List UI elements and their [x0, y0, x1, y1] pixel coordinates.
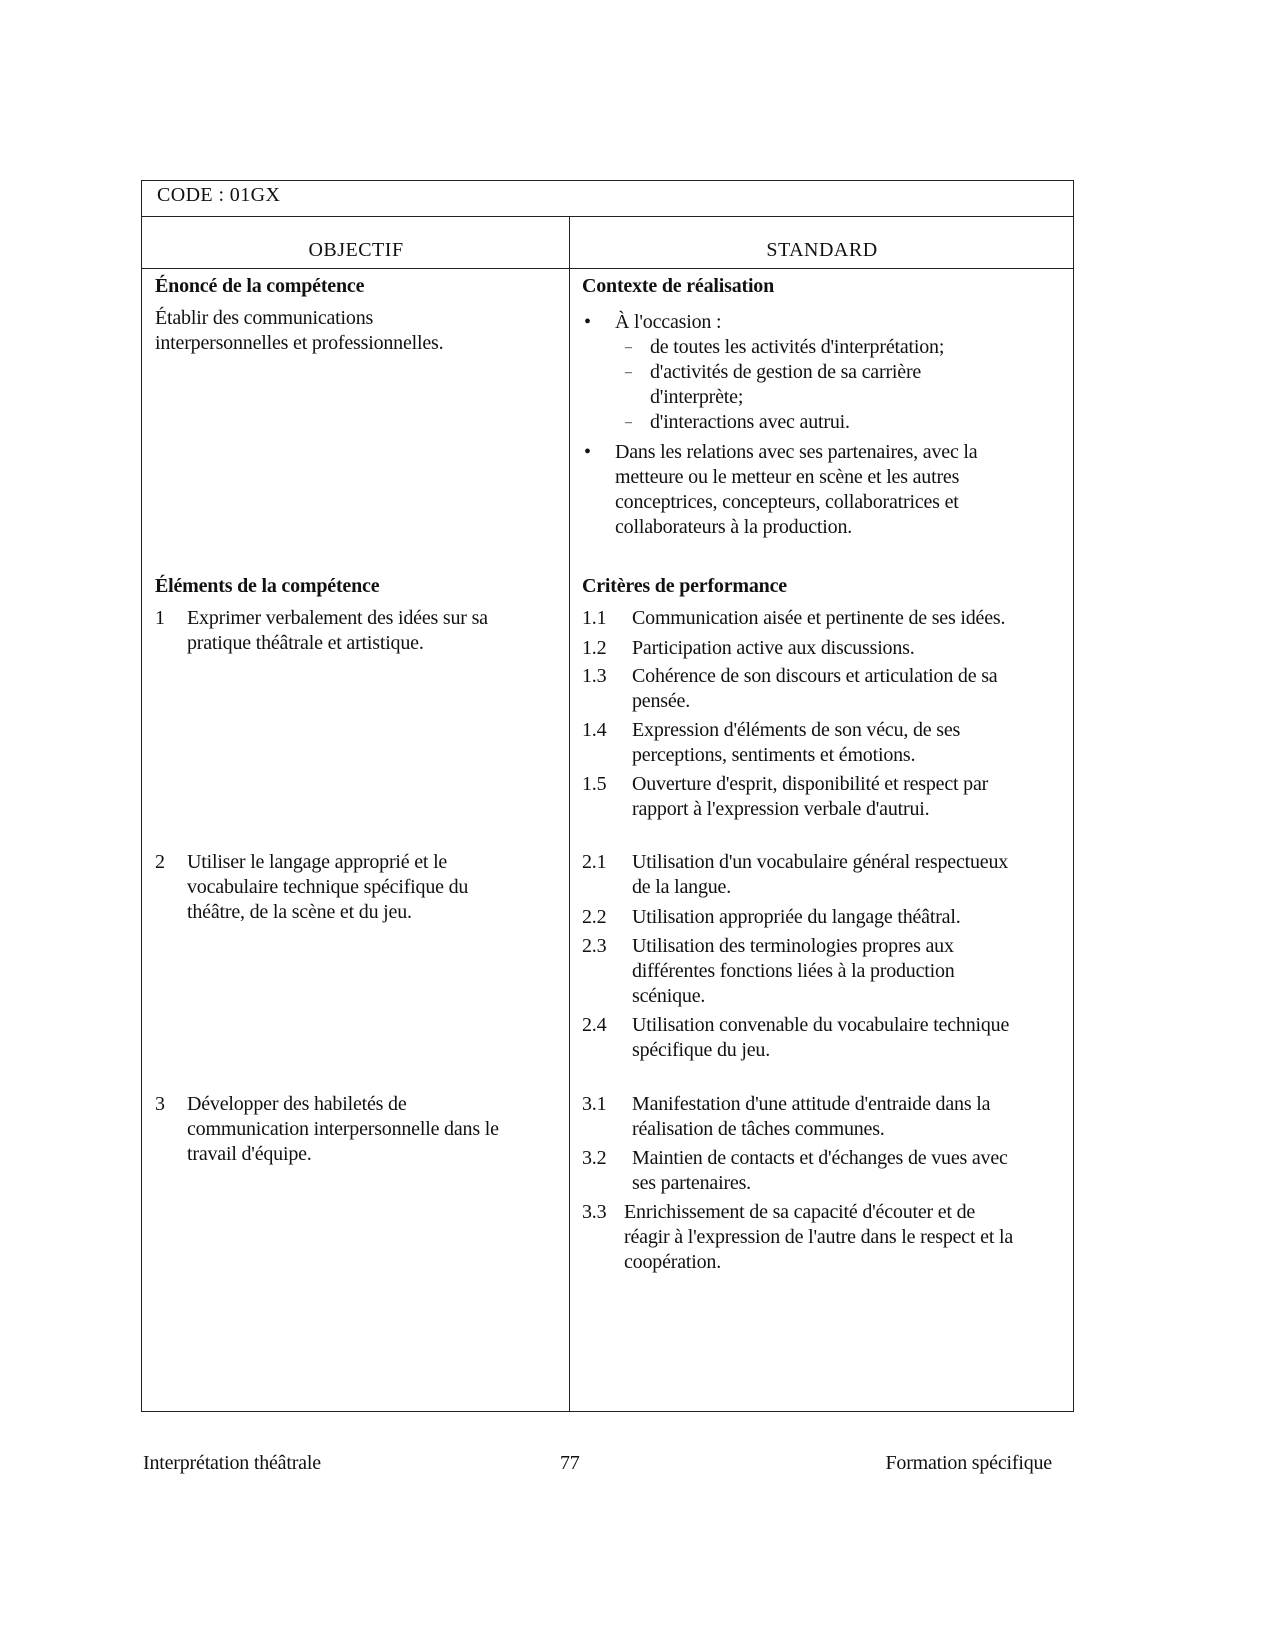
text-line: vocabulaire technique spécifique du	[187, 876, 469, 898]
criterion-number: 1.4	[582, 719, 607, 741]
criterion-number: 2.1	[582, 851, 607, 873]
text-line: coopération.	[624, 1251, 722, 1273]
element-number: 1	[155, 607, 165, 629]
performance-criterion	[582, 664, 997, 714]
column-divider	[569, 216, 570, 1411]
header-row-divider	[141, 268, 1074, 269]
performance-criterion	[582, 1013, 1009, 1063]
dash-icon: –	[625, 340, 632, 355]
criterion-number: 2.2	[582, 906, 607, 928]
element-number: 3	[155, 1093, 165, 1115]
text-line: collaborateurs à la production.	[615, 516, 853, 538]
element-number: 2	[155, 851, 165, 873]
text-line: conceptrices, concepteurs, collaboratrices et	[615, 491, 959, 513]
text-line: d'interactions avec autrui.	[650, 411, 850, 433]
dash-icon: –	[625, 365, 632, 380]
text-line: Ouverture d'esprit, disponibilité et respect par	[632, 773, 989, 795]
text-line: Utilisation appropriée du langage théâtral.	[632, 906, 961, 928]
text-line: rapport à l'expression verbale d'autrui.	[632, 798, 930, 820]
criterion-number: 1.2	[582, 637, 607, 659]
page-number: 77	[560, 1452, 580, 1474]
text-line: perceptions, sentiments et émotions.	[632, 744, 916, 766]
text-line: Exprimer verbalement des idées sur sa	[187, 607, 488, 629]
competency-element	[155, 606, 488, 656]
performance-criterion	[582, 718, 960, 768]
criterion-number: 1.1	[582, 607, 607, 629]
text-line: d'activités de gestion de sa carrière	[650, 361, 922, 383]
text-line: Utilisation d'un vocabulaire général respectueux	[632, 851, 1009, 873]
text-line: Manifestation d'une attitude d'entraide dans la	[632, 1093, 991, 1115]
context-bullet	[582, 310, 944, 435]
criterion-number: 3.1	[582, 1093, 607, 1115]
performance-criterion	[582, 1200, 1013, 1275]
performance-criterion	[582, 606, 1005, 631]
performance-criterion	[582, 905, 961, 930]
text-line: pratique théâtrale et artistique.	[187, 632, 424, 654]
criterion-number: 2.4	[582, 1014, 607, 1036]
text-line: Développer des habiletés de	[187, 1093, 407, 1115]
text-line: Communication aisée et pertinente de ses idées.	[632, 607, 1006, 629]
bullet-icon: •	[584, 311, 591, 333]
dash-icon: –	[625, 415, 632, 430]
criterion-number: 2.3	[582, 935, 607, 957]
performance-criterion	[582, 1146, 1008, 1196]
criterion-number: 3.3	[582, 1201, 607, 1223]
context-sub-item	[615, 360, 944, 410]
contexte-title: Contexte de réalisation	[582, 275, 775, 297]
text-line: Utilisation convenable du vocabulaire technique	[632, 1014, 1010, 1036]
criterion-number: 1.3	[582, 665, 607, 687]
elements-title: Éléments de la compétence	[155, 575, 380, 597]
context-sub-item	[615, 410, 944, 435]
text-line: différentes fonctions liées à la production	[632, 960, 955, 982]
header-objectif: OBJECTIF	[308, 239, 404, 261]
text-line: Établir des communications	[155, 307, 374, 329]
context-sub-item	[615, 335, 944, 360]
text-line: travail d'équipe.	[187, 1143, 312, 1165]
text-line: Dans les relations avec ses partenaires, avec la	[615, 441, 978, 463]
performance-criterion	[582, 934, 955, 1009]
text-line: ses partenaires.	[632, 1172, 751, 1194]
text-line: Expression d'éléments de son vécu, de ses	[632, 719, 961, 741]
text-line: de toutes les activités d'interprétation;	[650, 336, 945, 358]
text-line: interpersonnelles et professionnelles.	[155, 332, 444, 354]
text-line: Enrichissement de sa capacité d'écouter et de	[624, 1201, 976, 1223]
footer-program: Interprétation théâtrale	[143, 1452, 321, 1474]
competency-element	[155, 850, 468, 925]
code-row-divider	[141, 216, 1074, 217]
text-line: Participation active aux discussions.	[632, 637, 915, 659]
context-bullet	[582, 440, 977, 540]
enonce-text	[155, 306, 443, 356]
text-line: de la langue.	[632, 876, 732, 898]
performance-criterion	[582, 636, 915, 661]
enonce-title: Énoncé de la compétence	[155, 275, 365, 297]
performance-criterion	[582, 850, 1008, 900]
text-line: réagir à l'expression de l'autre dans le respect et la	[624, 1226, 1014, 1248]
text-line: Maintien de contacts et d'échanges de vues avec	[632, 1147, 1008, 1169]
criteres-title: Critères de performance	[582, 575, 787, 597]
text-line: pensée.	[632, 690, 691, 712]
bullet-icon: •	[584, 441, 591, 463]
text-line: metteure ou le metteur en scène et les autres	[615, 466, 960, 488]
text-line: Utilisation des terminologies propres aux	[632, 935, 954, 957]
header-standard: STANDARD	[766, 239, 878, 261]
performance-criterion	[582, 772, 988, 822]
text-line: Cohérence de son discours et articulation de sa	[632, 665, 998, 687]
text-line: scénique.	[632, 985, 706, 1007]
text-line: théâtre, de la scène et du jeu.	[187, 901, 412, 923]
text-line: spécifique du jeu.	[632, 1039, 771, 1061]
footer-section: Formation spécifique	[885, 1452, 1052, 1474]
text-line: réalisation de tâches communes.	[632, 1118, 885, 1140]
criterion-number: 1.5	[582, 773, 607, 795]
performance-criterion	[582, 1092, 990, 1142]
text-line: À l'occasion :	[615, 311, 722, 333]
text-line: communication interpersonnelle dans le	[187, 1118, 499, 1140]
criterion-number: 3.2	[582, 1147, 607, 1169]
competency-element	[155, 1092, 499, 1167]
code-label: CODE : 01GX	[157, 184, 281, 206]
text-line: Utiliser le langage approprié et le	[187, 851, 448, 873]
text-line: d'interprète;	[650, 386, 744, 408]
